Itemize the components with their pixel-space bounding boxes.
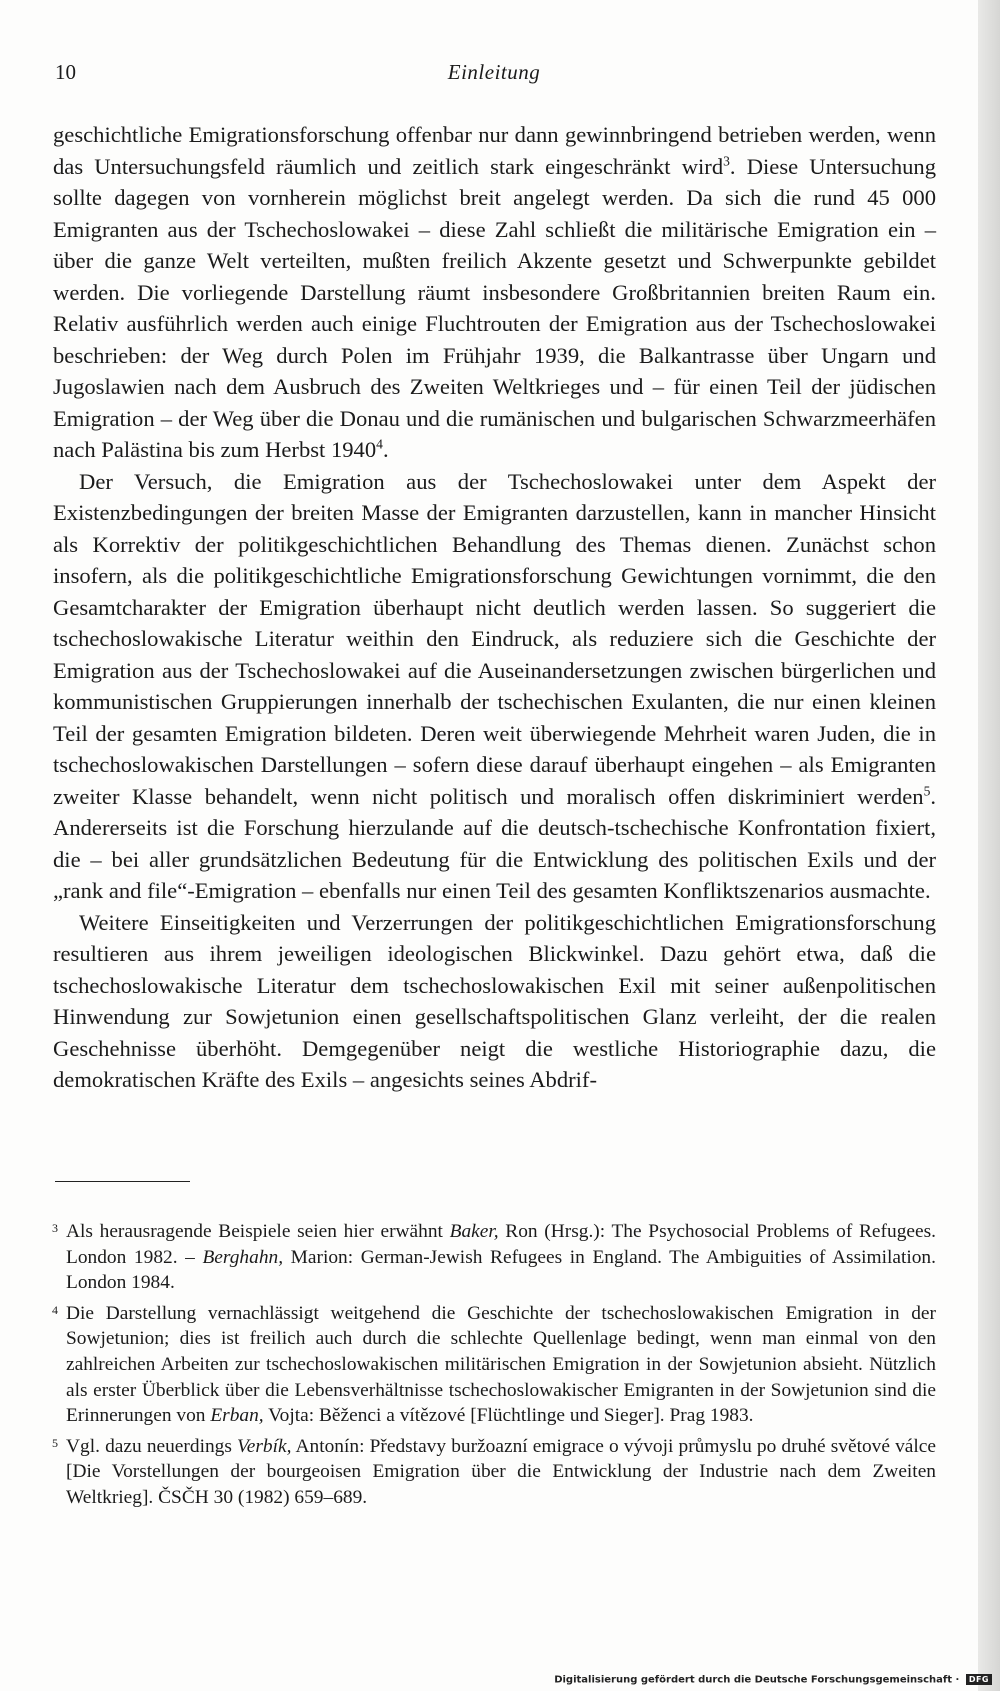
page-number: 10: [55, 60, 76, 84]
footnote-text: Vojta: Běženci a vítězové [Flüchtlinge und Sieger]. Prag 1983.: [263, 1405, 754, 1427]
footnote-separator: [55, 1181, 190, 1182]
footnote-text: Antonín: Představy buržoazní emigrace o vývoji průmyslu po druhé světové válce [Die Vorstellungen der bourgeoisen Emigration über die Entwicklung der Industrie nach dem Zweiten Weltkrieg]. ČSČH 30 (1982) 659–689.: [66, 1435, 936, 1508]
paragraph-text: Der Versuch, die Emigration aus der Tschechoslowakei unter dem Aspekt der Existenzbedingungen der breiten Masse der Emigranten darzustellen, kann in mancher Hinsicht als Korrektiv der politikgeschichtlichen Behandlung des Themas dienen. Zunächst schon insofern, als die politikgeschichtliche Emigrationsforschung Gewichtungen vornimmt, die den Gesamtcharakter der Emigration überhaupt nicht deutlich werden lassen. So suggeriert die tschechoslowakische Literatur weithin den Eindruck, als reduziere sich die Geschichte der Emigration aus der Tschechoslowakei auf die Auseinandersetzungen zwischen bürgerlichen und kommunistischen Gruppierungen innerhalb der tschechischen Exulanten, die nur einen kleinen Teil der gesamten Emigration bildeten. Deren weit überwiegende Mehrheit waren Juden, die in tschechoslowakischen Darstellungen – sofern diese darauf überhaupt eingehen – als Emigranten zweiter Klasse behandelt, wenn nicht politisch und moralisch offen diskriminiert werden: [53, 468, 936, 809]
footnote-reference: 4: [376, 436, 383, 452]
footnote-mark: 5: [52, 1435, 58, 1450]
footnote-text: Marion: German-Jewish Refugees in England. The Ambiguities of Assimilation. London 1984.: [66, 1246, 936, 1294]
running-head: Einleitung: [447, 60, 541, 84]
body-text: [53, 119, 936, 1096]
dfg-logo: DFG: [966, 1674, 992, 1685]
body-paragraph: [53, 466, 936, 907]
footnote-text: Die Darstellung vernachlässigt weitgehend die Geschichte der tschechoslowakischen Emigration in der Sowjetunion; dies ist freilich auch durch die schlechte Quellenlage bedingt, wenn man einmal von den zahlreichen Arbeiten zur tschechoslowakischen militärischen Emigration in der Sowjetunion absieht. Nützlich als erster Überblick über die Lebensverhältnisse tschechoslowakischer Emigranten in der Sowjetunion sind die Erinnerungen von: [66, 1302, 936, 1427]
footnote-item: [52, 1219, 936, 1296]
footnote-text: Ron (Hrsg.): The Psychosocial Problems of Refugees. London 1982. –: [66, 1221, 936, 1268]
footnote-mark: 4: [52, 1302, 58, 1317]
digitization-text: Digitalisierung gefördert durch die Deutsche Forschungsgemeinschaft ·: [554, 1674, 960, 1686]
body-paragraph: [53, 119, 936, 466]
footnotes: [52, 1219, 936, 1516]
paragraph-text: . Diese Untersuchung sollte dagegen von vornherein möglichst breit angelegt werden. Da sich die rund 45 000 Emigranten aus der Tschechoslowakei – diese Zahl schließt die militärische Emigration ein – über die ganze Welt verteilten, mußten freilich Akzente gesetzt und Schwerpunkte gebildet werden. Die vorliegende Darstellung räumt insbesondere Großbritannien breiten Raum ein. Relativ ausführlich werden auch einige Fluchtrouten der Emigration aus der Tschechoslowakei beschrieben: der Weg durch Polen im Frühjahr 1939, die Balkantrasse über Ungarn und Jugoslawien nach dem Ausbruch des Zweiten Weltkrieges und – für einen Teil der jüdischen Emigration – der Weg über die Donau und die rumänischen und bulgarischen Schwarzmeerhäfen nach Palästina bis zum Herbst 1940: [53, 153, 937, 462]
paragraph-text: Weitere Einseitigkeiten und Verzerrungen der politikgeschichtlichen Emigrationsforschung resultieren aus ihrem jeweiligen ideologischen Blickwinkel. Dazu gehört etwa, daß die tschechoslowakische Literatur dem tschechoslowakischen Exil mit seiner außenpolitischen Hinwendung zur Sowjetunion einen gesellschaftspolitischen Glanz verleiht, der die realen Geschehnisse überhöht. Demgegenüber neigt die westliche Historiographie dazu, die demokratischen Kräfte des Exils – angesichts seines Abdrif-: [53, 909, 936, 1092]
paragraph-text: .: [382, 437, 389, 462]
digitization-note: [554, 1674, 992, 1686]
page-header: [55, 60, 933, 88]
footnote-reference: 5: [923, 782, 931, 798]
author-name: Verbík,: [237, 1435, 292, 1457]
footnote-item: [52, 1434, 936, 1511]
footnote-mark: 3: [52, 1221, 58, 1235]
footnote-text: Als herausragende Beispiele seien hier erwähnt: [66, 1221, 450, 1242]
footnote-text: Vgl. dazu neuerdings: [66, 1435, 238, 1457]
author-name: Berghahn,: [202, 1246, 284, 1268]
author-name: Erban,: [210, 1405, 264, 1427]
footnote-item: [52, 1301, 936, 1429]
author-name: Baker,: [449, 1221, 499, 1242]
body-paragraph: [53, 907, 936, 1096]
page-edge: [978, 0, 1000, 1691]
paragraph-text: geschichtliche Emigrationsforschung offenbar nur dann gewinnbringend betrieben werden, wenn das Untersuchungsfeld räumlich und zeitlich stark eingeschränkt wird: [53, 122, 936, 179]
paragraph-text: . Andererseits ist die Forschung hierzulande auf die deutsch-tschechische Konfrontation fixiert, die – bei aller grundsätzlichen Bedeutung für die Entwicklung des politischen Exils und der „rank and file“-Emigration – ebenfalls nur einen Teil des gesamten Konfliktszenarios ausmachte.: [53, 783, 936, 903]
footnote-reference: 3: [723, 152, 730, 168]
